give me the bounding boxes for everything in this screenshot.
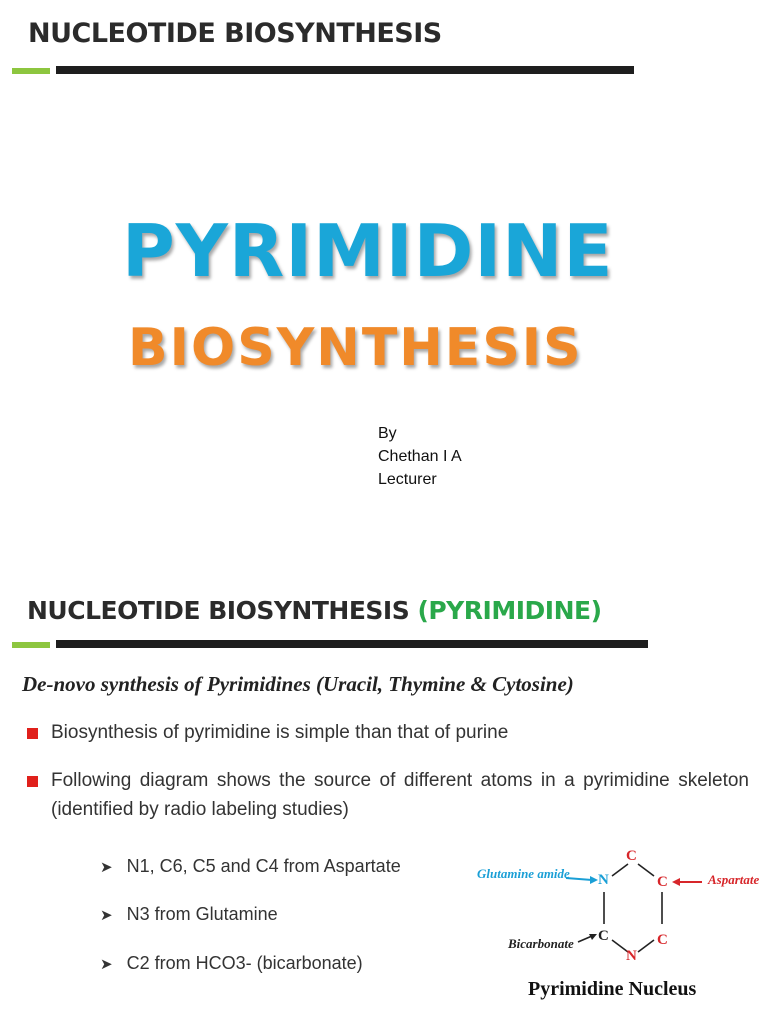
bullet-1: Biosynthesis of pyrimidine is simple than that of purine <box>51 722 509 743</box>
slide2-subtitle: De-novo synthesis of Pyrimidines (Uracil, Thymine & Cytosine) <box>22 672 574 696</box>
bullet-square-icon <box>27 728 38 739</box>
author-role: Lecturer <box>378 471 437 488</box>
slide2-title-highlight: (PYRIMIDINE) <box>417 596 602 625</box>
label-glutamine-amide: Glutamine amide <box>477 866 570 881</box>
atom-c-right: C <box>657 874 668 890</box>
slide2-title-rule <box>56 640 648 648</box>
bullet-square-icon <box>27 776 38 787</box>
sub-bullet-1 <box>100 856 401 877</box>
slide1-title-accent <box>12 68 50 74</box>
slide1-title: NUCLEOTIDE BIOSYNTHESIS <box>28 18 442 49</box>
diagram-caption: Pyrimidine Nucleus <box>528 978 697 1000</box>
sub-bullet-3 <box>100 953 363 974</box>
arrowhead-icon: ➤ <box>100 905 113 924</box>
author-block <box>378 422 462 491</box>
sub-bullet-2 <box>100 904 278 925</box>
author-name: Chethan I A <box>378 448 462 465</box>
sub-bullet-1-text: N1, C6, C5 and C4 from Aspartate <box>126 856 401 876</box>
slide2-title-accent <box>12 642 50 648</box>
atom-n-bottom: N <box>626 948 637 964</box>
atom-c-bottom-right: C <box>657 932 668 948</box>
big-title-biosynthesis: BIOSYNTHESIS <box>128 318 583 378</box>
atom-n-left: N <box>598 872 609 888</box>
label-bicarbonate: Bicarbonate <box>508 936 574 951</box>
label-aspartate: Aspartate <box>708 872 760 887</box>
atom-c-top: C <box>626 848 637 864</box>
pyrimidine-diagram <box>470 846 760 1006</box>
arrowhead-icon: ➤ <box>100 954 113 973</box>
sub-bullet-2-text: N3 from Glutamine <box>126 904 278 924</box>
bullet-2: Following diagram shows the source of different atoms in a pyrimidine skeleton (identified by radio labeling studies) <box>51 770 749 820</box>
author-by: By <box>378 425 397 442</box>
slide2-title-main: NUCLEOTIDE BIOSYNTHESIS <box>27 596 418 625</box>
sub-bullet-3-text: C2 from HCO3- (bicarbonate) <box>126 953 363 973</box>
atom-c-bottom-left: C <box>598 928 609 944</box>
big-title-pyrimidine: PYRIMIDINE <box>122 209 614 293</box>
arrowhead-icon: ➤ <box>100 857 113 876</box>
slide2-title <box>27 596 602 625</box>
slide1-title-rule <box>56 66 634 74</box>
